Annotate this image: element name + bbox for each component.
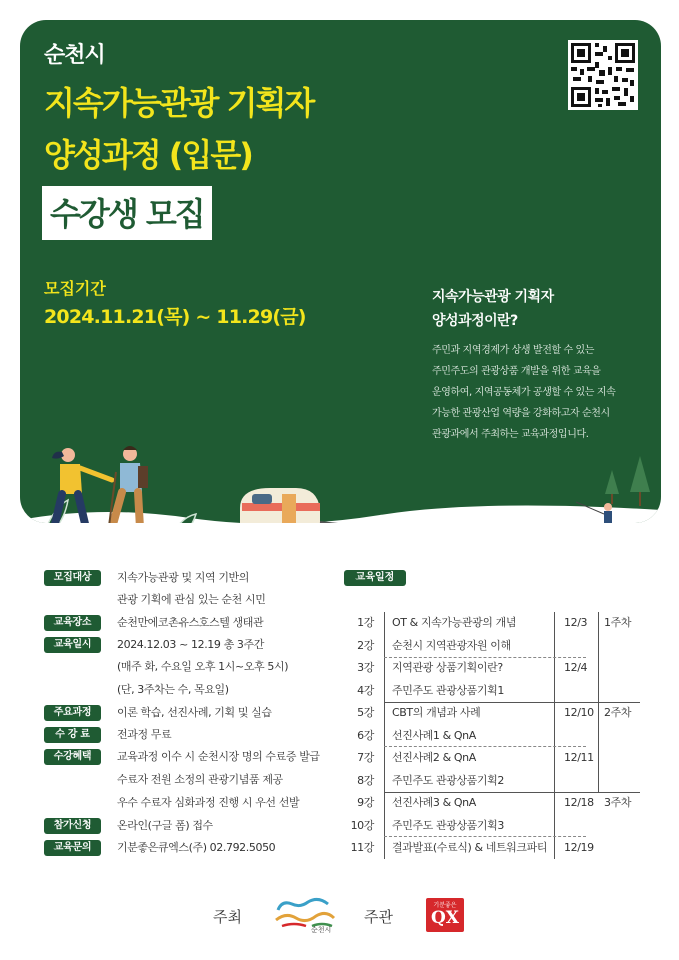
contact-value: 기분좋은큐엑스(주) 02.792.5050 [117,841,276,854]
label-benefit: 수강혜택 [44,749,101,765]
label-fee: 수 강 료 [44,727,101,743]
schedule-row: 4강 주민주도 관광상품기획1 [357,683,504,697]
host-label: 주최 [213,908,242,926]
schedule-row: 5강 CBT의 개념과 사례 12/10 2주차 [357,706,632,719]
schedule-table [344,612,640,860]
place-value: 순천만에코촌유스호스텔 생태관 [117,616,264,629]
organizer-logo-small: 기분좋은 [433,902,457,909]
label-apply: 참가신청 [44,818,101,834]
title-line-1: 지속가능관광 기획자 [44,84,314,122]
benefit-line-1: 교육과정 이수 시 순천시장 명의 수료증 발급 [117,750,320,763]
target-line-2: 관광 기획에 관심 있는 순천 시민 [117,593,266,606]
hero-banner [20,20,661,523]
schedule-row: 7강 선진사례2 & QnA 12/11 [357,751,594,764]
schedule-row: 11강 결과발표(수료식) & 네트워크파티 12/19 [350,841,594,854]
label-date: 교육일시 [44,637,101,653]
label-place: 교육장소 [44,615,101,631]
label-course: 주요과정 [44,705,101,721]
organizer-logo-text: QX [431,908,459,928]
fee-value: 전과정 무료 [117,728,172,741]
host-logo-sub: 순천시 [311,926,332,934]
about-line: 운영하여, 지역공동체가 공생할 수 있는 지속 [432,387,616,398]
schedule-row: 2강 순천시 지역관광자원 이해 [357,638,511,652]
about-line: 가능한 관광산업 역량을 강화하고자 순천시 [432,408,610,419]
recruit-heading: 수강생 모집 [42,186,212,240]
about-line: 주민주도의 관광상품 개발을 위한 교육을 [432,366,601,377]
schedule-row: 8강 주민주도 관광상품기획2 [357,773,504,787]
label-contact: 교육문의 [44,840,101,856]
schedule-row: 6강 선진사례1 & QnA [357,728,476,742]
title-line-2: 양성과정 (입문) [44,136,252,174]
schedule-row: 1강 OT & 지속가능관광의 개념 12/3 1주차 [357,616,632,629]
date-line-3: (단, 3주차는 수, 목요일) [117,683,229,696]
target-line-1: 지속가능관광 및 지역 기반의 [117,571,250,584]
period-date: 2024.11.21(목) ~ 11.29(금) [44,306,306,328]
about-title-line-1: 지속가능관광 기획자 [432,289,554,305]
organizer-label: 주관 [364,908,393,926]
schedule-row: 10강 주민주도 관광상품기획3 [350,818,504,832]
schedule-row: 9강 선진사례3 & QnA 12/18 3주차 [357,796,632,809]
course-value: 이론 학습, 선진사례, 기획 및 실습 [117,706,272,719]
schedule-row: 3강 지역관광 상품기획이란? 12/4 [357,661,588,674]
city-name: 순천시 [44,43,105,68]
label-target: 모집대상 [44,570,101,586]
about-line: 주민과 지역경제가 상생 발전할 수 있는 [432,345,595,356]
apply-value: 온라인(구글 폼) 접수 [117,819,213,832]
qr-code-icon[interactable] [568,40,638,110]
hikers-illustration-icon [20,410,661,523]
about-line: 관광과에서 주최하는 교육과정입니다. [432,429,589,440]
date-line-1: 2024.12.03 ~ 12.19 총 3주간 [117,638,264,651]
about-title-line-2: 양성과정이란? [432,313,518,329]
benefit-line-3: 우수 수료자 심화과정 진행 시 우선 선발 [117,796,300,809]
benefit-line-2: 수료자 전원 소정의 관광기념품 제공 [117,773,283,786]
date-line-2: (매주 화, 수요일 오후 1시~오후 5시) [117,660,289,673]
schedule-label: 교육일정 [344,570,406,586]
period-label: 모집기간 [44,279,106,298]
